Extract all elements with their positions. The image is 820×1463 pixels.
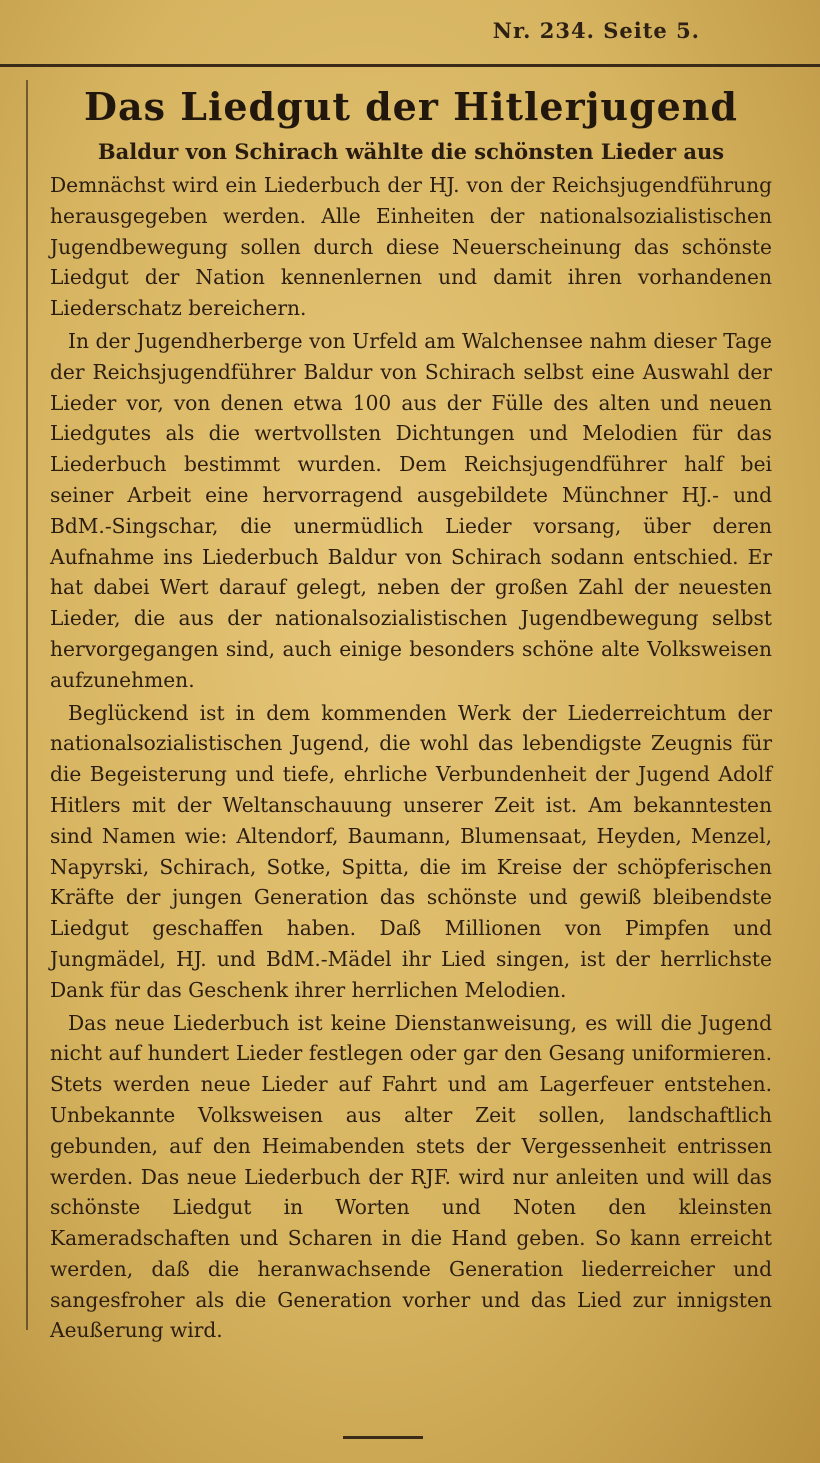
article-subhead: Baldur von Schirach wählte die schönsten Lieder aus xyxy=(97,139,725,164)
article xyxy=(50,84,772,1348)
article-headline: Das Liedgut der Hitlerjugend xyxy=(84,84,738,129)
column-rule xyxy=(26,80,28,1330)
article-paragraph: Das neue Liederbuch ist keine Dienstanweisung, es will die Jugend nicht auf hundert Lieder festlegen oder gar den Gesang uniformieren. Stets werden neue Lieder auf Fahrt und am Lagerfeuer entstehen. Unbekannte Volksweisen aus alter Zeit sollen, landschaftlich gebunden, auf den Heimabenden stets der Vergessenheit entrissen werden. Das neue Liederbuch der RJF. wird nur anleiten und will das schönste Liedgut in Worten und Noten den kleinsten Kameradschaften und Scharen in die Hand geben. So kann erreicht werden, daß die heranwachsende Generation liederreicher und sangesfroher als die Generation vorher und das Lied zur innigsten Aeußerung wird. xyxy=(50,1010,772,1343)
article-paragraph: Demnächst wird ein Liederbuch der HJ. von der Reichsjugendführung herausgegeben werden. Alle Einheiten der nationalsozialistischen Jugendbewegung sollen durch diese Neuerscheinung das schönste Liedgut der Nation kennenlernen und damit ihren vorhandenen Liederschatz bereichern. xyxy=(50,173,772,321)
page-number-header: Nr. 234. Seite 5. xyxy=(492,18,700,43)
end-rule xyxy=(343,1436,423,1439)
header-rule xyxy=(0,64,820,67)
article-paragraph: In der Jugendherberge von Urfeld am Walchensee nahm dieser Tage der Reichsjugendführer Baldur von Schirach selbst eine Auswahl der Lieder vor, von denen etwa 100 aus der Fülle des alten und neuen Liedgutes als die wertvollsten Dichtungen und Melodien für das Liederbuch bestimmt wurden. Dem Reichsjugendführer half bei seiner Arbeit eine hervorragend ausgebildete Münchner HJ.- und BdM.-Singschar, die unermüdlich Lieder vorsang, über deren Aufnahme ins Liederbuch Baldur von Schirach sodann entschied. Er hat dabei Wert darauf gelegt, neben der großen Zahl der neuesten Lieder, die aus der nationalsozialistischen Jugendbewegung selbst hervorgegangen sind, auch einige besonders schöne alte Volksweisen aufzunehmen. xyxy=(50,328,772,692)
article-paragraph: Beglückend ist in dem kommenden Werk der Liederreichtum der nationalsozialistischen Jugend, die wohl das lebendigste Zeugnis für die Begeisterung und tiefe, ehrliche Verbundenheit der Jugend Adolf Hitlers mit der Weltanschauung unserer Zeit ist. Am bekanntesten sind Namen wie: Altendorf, Baumann, Blumensaat, Heyden, Menzel, Napyrski, Schirach, Sotke, Spitta, die im Kreise der schöpferischen Kräfte der jungen Generation das schönste und gewiß bleibendste Liedgut geschaffen haben. Daß Millionen von Pimpfen und Jungmädel, HJ. und BdM.-Mädel ihr Lied singen, ist der herrlichste Dank für das Geschenk ihrer herrlichen Melodien. xyxy=(50,700,772,1002)
